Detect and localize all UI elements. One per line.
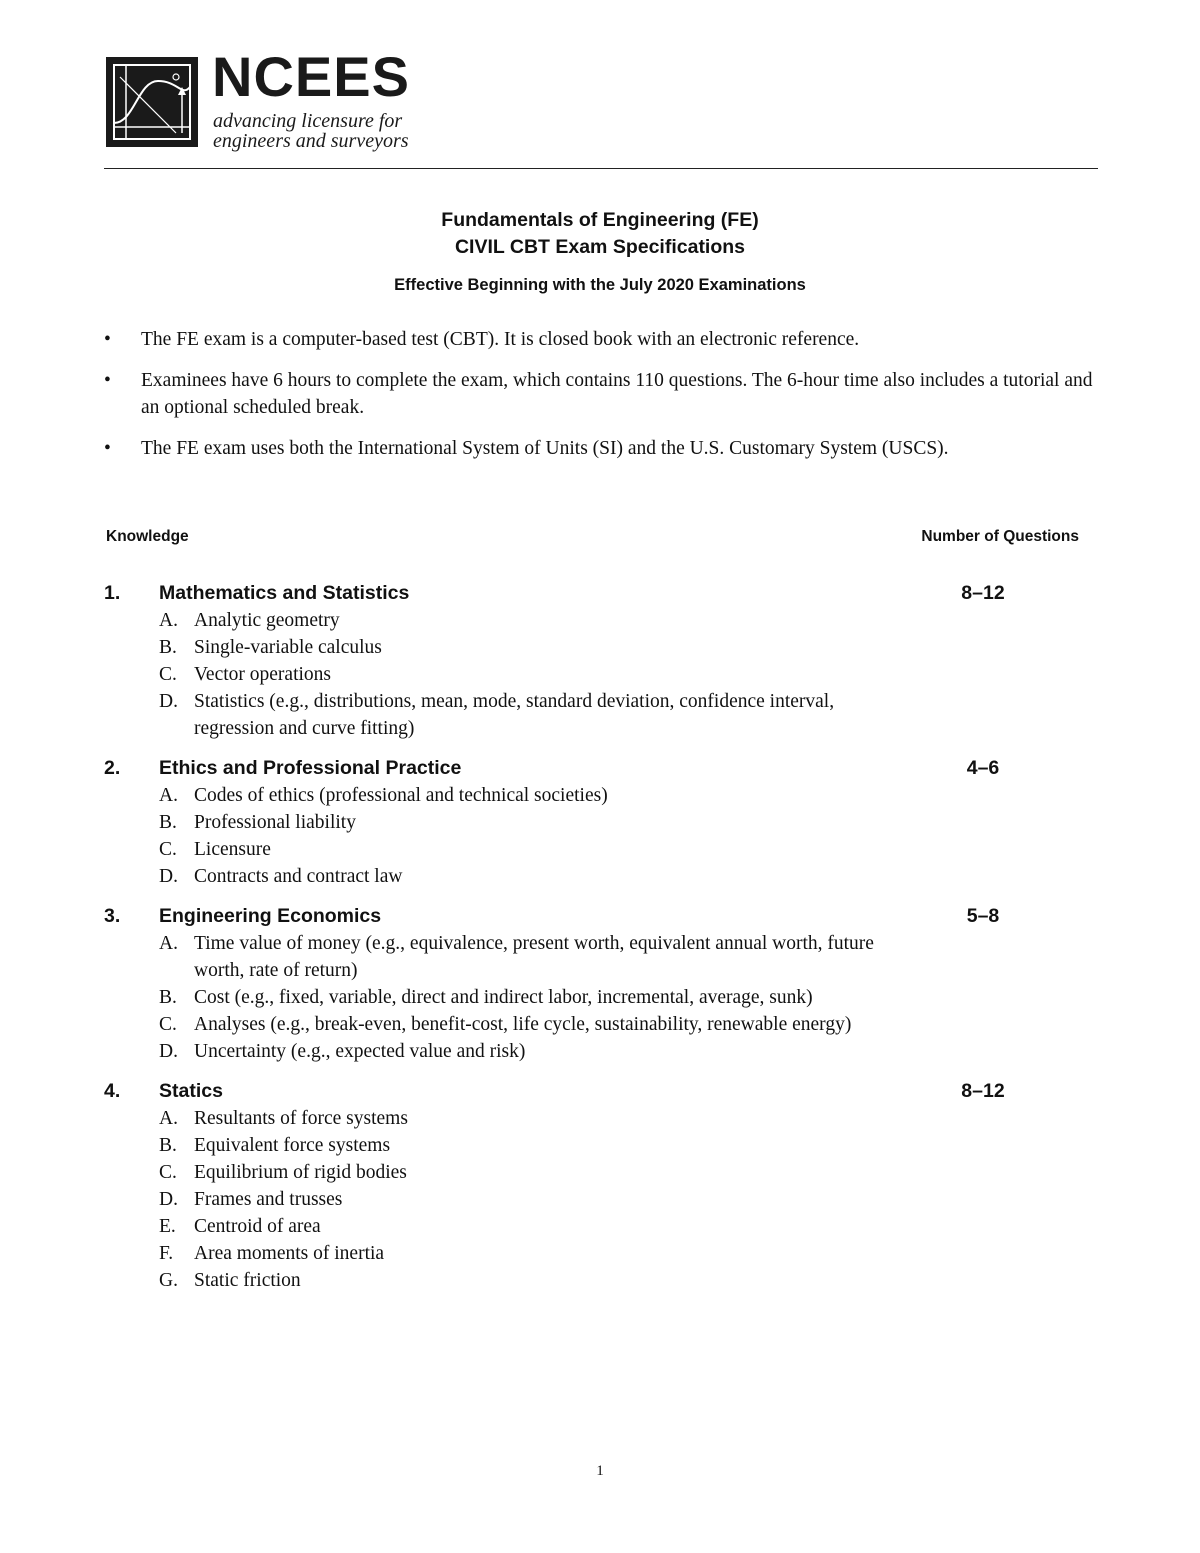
subtopic-text: Area moments of inertia (194, 1243, 385, 1264)
bullet-icon: • (104, 438, 111, 459)
subtopic-letter: D. (159, 691, 178, 712)
section-title: Mathematics and Statistics (159, 582, 410, 604)
bullet-icon: • (104, 370, 111, 391)
ncees-logo (106, 45, 436, 152)
section-header (104, 580, 1064, 607)
subtopic-letter: D. (159, 1041, 178, 1062)
subtopic-letter: B. (159, 637, 177, 658)
subtopic-letter: F. (159, 1243, 174, 1264)
number-of-questions-column-header: Number of Questions (921, 528, 1079, 545)
subtopic-item (104, 930, 894, 984)
knowledge-section (104, 580, 1064, 742)
subtopic-letter: B. (159, 812, 177, 833)
subtopic-text: Cost (e.g., fixed, variable, direct and indirect labor, incremental, average, sunk) (194, 987, 813, 1008)
subtopic-letter: C. (159, 1162, 177, 1183)
knowledge-section (104, 1078, 1064, 1294)
subtopic-item (104, 1240, 894, 1267)
knowledge-sections (104, 580, 1064, 1307)
subtopic-letter: D. (159, 866, 178, 887)
ncees-logo-icon (106, 57, 198, 147)
section-question-count: 8–12 (961, 1080, 1005, 1102)
subtopic-text: Professional liability (194, 812, 356, 833)
subtopic-item (104, 984, 894, 1011)
subtopic-item (104, 1105, 894, 1132)
subtopic-text: Vector operations (194, 664, 331, 685)
knowledge-column-header: Knowledge (106, 528, 189, 545)
subtopic-letter: D. (159, 1189, 178, 1210)
subtopic-letter: A. (159, 785, 178, 806)
section-number: 1. (104, 582, 121, 604)
subtopic-item (104, 607, 894, 634)
subtopic-text: Static friction (194, 1270, 301, 1291)
knowledge-section (104, 755, 1064, 890)
logo-wordmark: NCEES (212, 45, 410, 108)
subtopic-text: Equivalent force systems (194, 1135, 391, 1156)
subtopic-text: Centroid of area (194, 1216, 321, 1237)
subtopic-item (104, 1186, 894, 1213)
subtopic-text: Uncertainty (e.g., expected value and risk) (194, 1041, 526, 1062)
subtopic-letter: E. (159, 1216, 176, 1237)
section-header (104, 903, 1064, 930)
subtopic-text: Contracts and contract law (194, 866, 403, 887)
subtopic-text: Licensure (194, 839, 271, 860)
subtopic-item (104, 782, 894, 809)
section-title: Ethics and Professional Practice (159, 757, 462, 779)
subtopic-letter: C. (159, 1014, 177, 1035)
section-number: 2. (104, 757, 121, 779)
document-title: Fundamentals of Engineering (FE) (441, 209, 759, 231)
knowledge-section (104, 903, 1064, 1065)
subtopic-text: Single-variable calculus (194, 637, 382, 658)
subtopic-letter: B. (159, 1135, 177, 1156)
intro-bullet (104, 367, 1094, 421)
section-header (104, 1078, 1064, 1105)
subtopic-letter: C. (159, 664, 177, 685)
subtopic-text: Time value of money (e.g., equivalence, present worth, equivalent annual worth, future worth, rate of return) (194, 933, 874, 981)
section-number: 3. (104, 905, 121, 927)
section-title: Engineering Economics (159, 905, 382, 927)
intro-bullet (104, 326, 1094, 353)
subtopic-letter: A. (159, 610, 178, 631)
subtopic-letter: G. (159, 1270, 178, 1291)
bullet-text: The FE exam is a computer-based test (CBT). It is closed book with an electronic reference. (141, 329, 860, 350)
page-number: 1 (596, 1463, 604, 1479)
subtopic-text: Resultants of force systems (194, 1108, 408, 1129)
subtopic-item (104, 809, 894, 836)
bullet-text: The FE exam uses both the International System of Units (SI) and the U.S. Customary System (USCS). (141, 438, 949, 459)
subtopic-letter: A. (159, 1108, 178, 1129)
subtopic-item (104, 1213, 894, 1240)
subtopic-text: Analyses (e.g., break-even, benefit-cost, life cycle, sustainability, renewable energy) (194, 1014, 852, 1035)
subtopic-text: Codes of ethics (professional and technical societies) (194, 785, 608, 806)
logo-tagline-line1: advancing licensure for (213, 110, 403, 132)
subtopic-item (104, 1159, 894, 1186)
subtopic-text: Frames and trusses (194, 1189, 343, 1210)
logo-tagline-line2: engineers and surveyors (213, 130, 409, 152)
subtopic-text: Statistics (e.g., distributions, mean, mode, standard deviation, confidence interval, regression and curve fitting) (194, 691, 835, 739)
section-number: 4. (104, 1080, 121, 1102)
section-question-count: 8–12 (961, 582, 1005, 604)
intro-bullet-list (104, 326, 1094, 476)
intro-bullet (104, 435, 1094, 462)
subtopic-item (104, 634, 894, 661)
subtopic-item (104, 1132, 894, 1159)
subtopic-item (104, 1038, 894, 1065)
subtopic-letter: C. (159, 839, 177, 860)
bullet-text: Examinees have 6 hours to complete the exam, which contains 110 questions. The 6-hour time also includes a tutorial and an optional scheduled break. (141, 370, 1093, 418)
subtopic-item (104, 863, 894, 890)
subtopic-letter: A. (159, 933, 178, 954)
section-title: Statics (159, 1080, 223, 1102)
subtopic-item (104, 1267, 894, 1294)
subtopic-text: Equilibrium of rigid bodies (194, 1162, 407, 1183)
subtopic-item (104, 1011, 894, 1038)
subtopic-item (104, 661, 894, 688)
section-question-count: 5–8 (966, 905, 1000, 927)
subtopic-letter: B. (159, 987, 177, 1008)
subtopic-item (104, 836, 894, 863)
subtopic-item (104, 688, 894, 742)
subtopic-text: Analytic geometry (194, 610, 340, 631)
section-question-count: 4–6 (966, 757, 1000, 779)
section-header (104, 755, 1064, 782)
header-rule (104, 168, 1098, 169)
bullet-icon: • (104, 329, 111, 350)
document-subtitle: CIVIL CBT Exam Specifications (454, 236, 746, 258)
effective-date-note: Effective Beginning with the July 2020 Examinations (394, 276, 806, 294)
